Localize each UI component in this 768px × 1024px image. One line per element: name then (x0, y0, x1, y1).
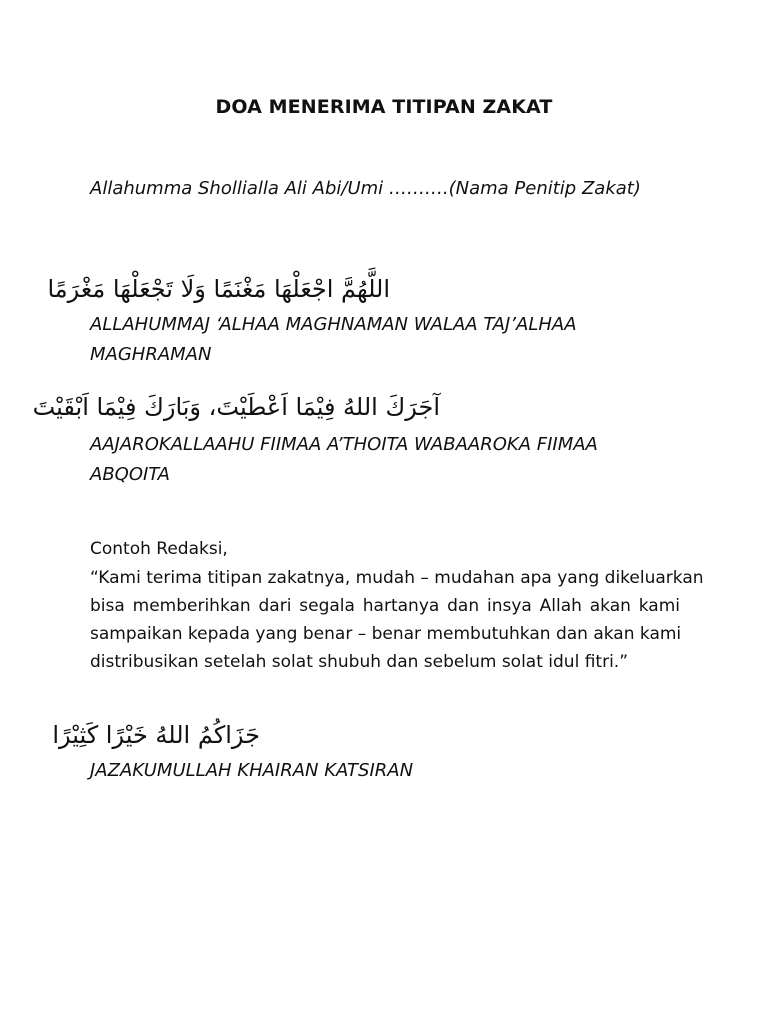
doa1-latin-line1: ALLAHUMMAJ ‘ALHAA MAGHNAMAN WALAA TAJ’ALHAA (90, 314, 577, 335)
contoh-line: bisa memberihkan dari segala hartanya dan insya Allah akan kami (90, 596, 680, 616)
doa2-arabic: آجَرَكَ اللهُ فِيْمَا اَعْطَيْتَ، وَبَارَكَ فِيْمَا اَبْقَيْتَ (32, 393, 440, 421)
intro-line: Allahumma Shollialla Ali Abi/Umi ……….(Nama Penitip Zakat) (90, 178, 641, 199)
contoh-line: distribusikan setelah solat shubuh dan sebelum solat idul fitri.” (90, 652, 629, 672)
doa1-arabic: اللَّهُمَّ اجْعَلْهَا مَغْنَمًا وَلَا تَجْعَلْهَا مَغْرَمًا (47, 275, 390, 303)
contoh-heading: Contoh Redaksi, (90, 539, 228, 559)
doa1-latin-line2: MAGHRAMAN (90, 344, 212, 365)
contoh-line: “Kami terima titipan zakatnya, mudah – mudahan apa yang dikeluarkan (90, 568, 704, 588)
page-title: DOA MENERIMA TITIPAN ZAKAT (215, 96, 553, 118)
closing-arabic: جَزَاكُمُ اللهُ خَيْرًا كَثِيْرًا (52, 721, 260, 749)
doa2-latin-line1: AAJAROKALLAAHU FIIMAA A’THOITA WABAAROKA FIIMAA (90, 434, 598, 455)
closing-latin: JAZAKUMULLAH KHAIRAN KATSIRAN (90, 760, 414, 781)
doa2-latin-line2: ABQOITA (90, 464, 170, 485)
contoh-paragraph (90, 564, 704, 676)
contoh-line: sampaikan kepada yang benar – benar membutuhkan dan akan kami (90, 624, 682, 644)
